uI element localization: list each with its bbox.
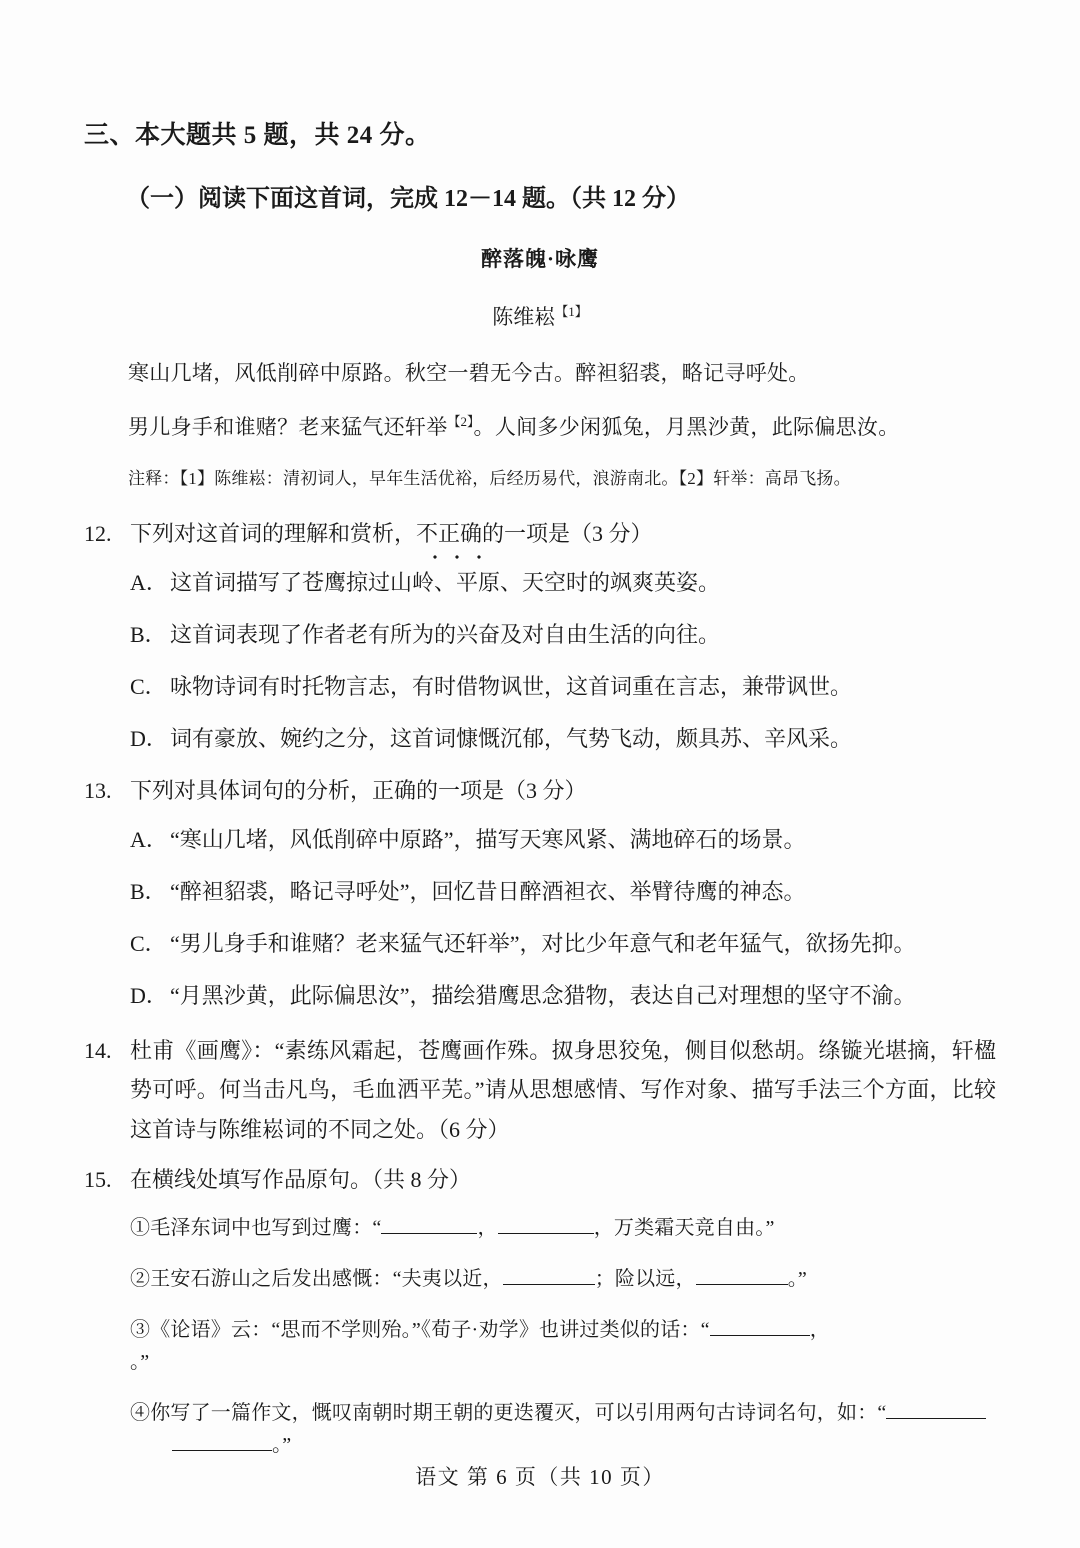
question-15-items <box>84 1212 996 1461</box>
question-12 <box>84 517 996 755</box>
fill-item-2-seg-3: 。” <box>787 1267 807 1290</box>
question-12-stem <box>84 517 996 550</box>
option-b-text: 这首词表现了作者老有所为的兴奋及对自由生活的向往。 <box>170 622 721 648</box>
question-13 <box>84 774 996 1012</box>
fill-item-3-marker: ③ <box>130 1318 151 1341</box>
option-a-label: A． <box>130 827 168 853</box>
fill-item-3-seg-3: 。” <box>130 1350 150 1373</box>
option-b-text: “醉袒貂裘，略记寻呼处”，回忆昔日醉酒袒衣、举臂待鹰的神态。 <box>170 879 806 905</box>
poem-author <box>84 301 996 331</box>
fill-item-4-seg-1: 你写了一篇作文，慨叹南朝时期王朝的更迭覆灭，可以引用两句古诗词名句，如：“ <box>150 1401 887 1424</box>
option-a-text: 这首词描写了苍鹰掠过山岭、平原、天空时的飒爽英姿。 <box>170 570 721 596</box>
fill-item-2-marker: ② <box>130 1267 151 1290</box>
page-content <box>84 118 996 1480</box>
fill-item-2-seg-2: ；险以远， <box>594 1267 696 1290</box>
fill-item-4 <box>130 1397 996 1461</box>
fill-item-3 <box>130 1314 996 1378</box>
question-15-stem <box>84 1163 996 1196</box>
question-12-stem-after: 的一项是（3 分） <box>482 521 653 547</box>
question-13-number: 13. <box>84 778 112 804</box>
option-a[interactable] <box>84 566 996 599</box>
option-c-label: C． <box>130 674 167 700</box>
fill-item-4-continuation <box>130 1429 996 1461</box>
option-c[interactable] <box>84 670 996 703</box>
poem-line-2-part-1: 男儿身手和谁赌？老来猛气还轩举 <box>128 415 448 440</box>
fill-item-4-marker: ④ <box>130 1401 151 1424</box>
question-13-options <box>84 823 996 1012</box>
answer-blank[interactable] <box>172 1450 272 1451</box>
question-14-number: 14. <box>84 1038 112 1064</box>
option-c[interactable] <box>84 927 996 960</box>
page-footer: 语文 第 6 页（共 10 页） <box>415 1465 665 1489</box>
answer-blank[interactable] <box>710 1335 810 1336</box>
question-14 <box>84 1031 996 1148</box>
fill-item-4-seg-3: 。” <box>272 1433 292 1456</box>
fill-item-1 <box>130 1212 996 1244</box>
fill-item-3-seg-2: ， <box>809 1318 830 1341</box>
option-c-text: “男儿身手和谁赌？老来猛气还轩举”，对比少年意气和老年猛气，欲扬先抑。 <box>170 931 916 957</box>
question-12-stem-emphasis: 不正确 <box>416 517 482 550</box>
option-d-text: 词有豪放、婉约之分，这首词慷慨沉郁，气势飞动，颇具苏、辛风采。 <box>170 726 853 752</box>
question-13-stem <box>84 774 996 807</box>
option-b[interactable] <box>84 875 996 908</box>
section-subheading: （一）阅读下面这首词，完成 12－14 题。（共 12 分） <box>126 186 690 212</box>
option-d-text: “月黑沙黄，此际偏思汝”，描绘猎鹰思念猎物，表达自己对理想的坚守不渝。 <box>170 983 916 1009</box>
fill-item-3-seg-1: 《论语》云：“思而不学则殆。”《荀子·劝学》也讲过类似的话：“ <box>150 1318 710 1341</box>
answer-blank[interactable] <box>886 1418 986 1419</box>
question-13-stem-text: 下列对具体词句的分析，正确的一项是（3 分） <box>130 778 587 804</box>
option-c-text: 咏物诗词有时托物言志，有时借物讽世，这首词重在言志，兼带讽世。 <box>170 674 853 700</box>
option-b[interactable] <box>84 618 996 651</box>
fill-item-1-seg-1: 毛泽东词中也写到过鹰：“ <box>150 1216 382 1239</box>
poem-author-footnote-marker: 【1】 <box>555 303 588 319</box>
poem-title: 醉落魄·咏鹰 <box>480 246 599 271</box>
fill-item-1-seg-3: ，万类霜天竞自由。” <box>593 1216 775 1239</box>
poem-line-1: 寒山几堵，风低削碎中原路。秋空一碧无今古。醉袒貂裘，略记寻呼处。 <box>128 360 810 385</box>
question-12-stem-before: 下列对这首词的理解和赏析， <box>130 521 417 547</box>
fill-item-2-seg-1: 王安石游山之后发出感慨：“夫夷以近， <box>150 1267 503 1290</box>
poem-notes: 注释：【1】陈维崧：清初词人，早年生活优裕，后经历易代，浪游南北。【2】轩举：高昂飞扬。 <box>128 468 851 488</box>
question-15-number: 15. <box>84 1166 112 1192</box>
option-a[interactable] <box>84 823 996 856</box>
question-15-stem-text: 在横线处填写作品原句。（共 8 分） <box>130 1166 472 1192</box>
option-a-text: “寒山几堵，风低削碎中原路”，描写天寒风紧、满地碎石的场景。 <box>170 827 806 853</box>
option-b-label: B． <box>130 879 167 905</box>
question-14-text: 杜甫《画鹰》：“素练风霜起，苍鹰画作殊。㧐身思狡兔，侧目似愁胡。绦镟光堪摘，轩楹势可呼。何当击凡鸟，毛血洒平芜。”请从思想感情、写作对象、描写手法三个方面，比较这首诗与陈维崧词的不同之处。（6 分） <box>130 1038 996 1142</box>
answer-blank[interactable] <box>498 1233 594 1234</box>
fill-item-1-seg-2: ， <box>477 1216 498 1239</box>
fill-item-1-marker: ① <box>130 1216 151 1239</box>
question-12-options <box>84 566 996 755</box>
question-12-stem-text <box>130 517 996 550</box>
option-d-label: D． <box>130 983 168 1009</box>
poem-line-2-footnote-marker: 【2】 <box>447 414 474 430</box>
answer-blank[interactable] <box>381 1233 477 1234</box>
option-a-label: A． <box>130 570 168 596</box>
poem-line-2-part-2: 。人间多少闲狐兔，月黑沙黄，此际偏思汝。 <box>473 415 900 440</box>
answer-blank[interactable] <box>696 1284 788 1285</box>
option-d[interactable] <box>84 979 996 1012</box>
answer-blank[interactable] <box>503 1284 595 1285</box>
option-d-label: D． <box>130 726 168 752</box>
poem-author-name: 陈维崧 <box>492 304 556 329</box>
option-c-label: C． <box>130 931 167 957</box>
option-d[interactable] <box>84 722 996 755</box>
question-12-number: 12. <box>84 521 112 547</box>
fill-item-2 <box>130 1263 996 1295</box>
section-heading: 三、本大题共 5 题，共 24 分。 <box>84 122 431 149</box>
poem-line-2 <box>84 411 996 444</box>
option-b-label: B． <box>130 622 167 648</box>
question-15 <box>84 1163 996 1461</box>
